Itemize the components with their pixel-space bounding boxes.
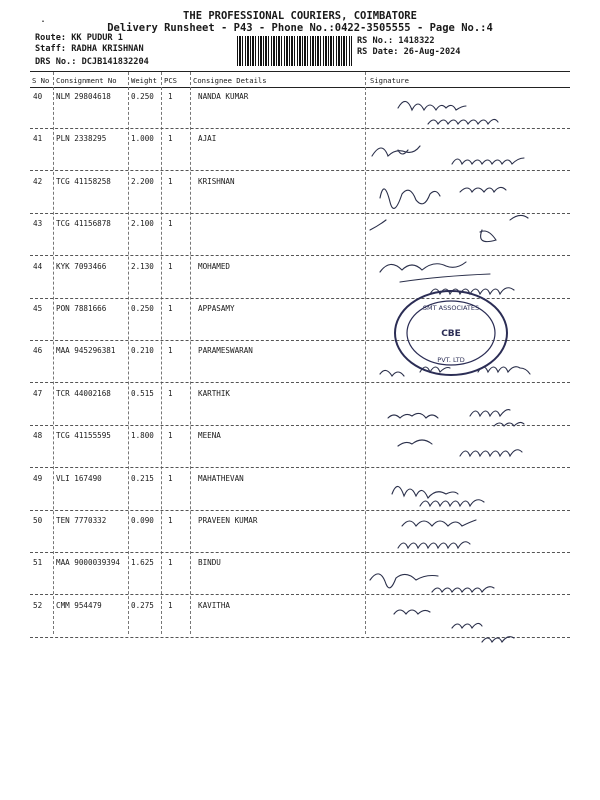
row-consignee: BINDU	[198, 558, 221, 568]
row-consignee: NANDA KUMAR	[198, 92, 249, 101]
row-consignment-no: TEN 7770332	[56, 516, 107, 525]
row-signature	[360, 607, 570, 608]
row-separator	[30, 128, 570, 129]
row-consignee: KAVITHA	[198, 600, 231, 610]
row-sno: 49	[33, 473, 43, 483]
barcode	[237, 36, 352, 66]
row-consignment-no: MAA 945296381	[56, 346, 116, 356]
row-weight: 0.275	[131, 600, 154, 610]
row-consignee: AJAI	[198, 134, 217, 144]
row-consignee: MAHATHEVAN	[198, 473, 244, 483]
row-consignment-no: TCG 41156878	[56, 219, 111, 229]
row-consignment-no: PLN 2338295	[56, 134, 107, 144]
row-separator	[30, 170, 570, 171]
row-consignment-no: MAA 9000039394	[56, 558, 121, 568]
row-pcs: 1	[168, 346, 173, 356]
row-weight: 0.515	[131, 388, 154, 398]
row-separator	[30, 213, 570, 214]
col-consignee: Consignee Details	[193, 76, 267, 85]
row-separator	[30, 510, 570, 511]
row-consignee: PRAVEEN KUMAR	[198, 516, 258, 525]
row-sno: 45	[33, 304, 43, 313]
row-separator	[30, 637, 570, 638]
row-consignment-no: TCG 41155595	[56, 431, 111, 441]
row-weight: 2.200	[131, 176, 154, 186]
row-consignee: PARAMESWARAN	[198, 346, 253, 356]
row-pcs: 1	[168, 261, 173, 271]
row-sno: 46	[33, 346, 43, 356]
row-consignment-no: TCG 41158258	[56, 176, 111, 186]
row-signature	[360, 225, 570, 226]
col-pcs: PCS	[164, 76, 177, 85]
row-sno: 41	[33, 134, 43, 144]
rs-date: RS Date: 26-Aug-2024	[357, 47, 461, 57]
header-bottom-rule	[30, 87, 570, 88]
company-stamp	[392, 288, 510, 378]
row-weight: 0.250	[131, 304, 154, 313]
row-pcs: 1	[168, 134, 173, 144]
row-separator	[30, 552, 570, 553]
header-top-rule	[30, 71, 570, 72]
row-consignee: APPASAMY	[198, 304, 235, 313]
row-consignment-no: VLI 167490	[56, 473, 102, 483]
company-name: THE PROFESSIONAL COURIERS, COIMBATORE	[183, 10, 417, 22]
row-separator	[30, 425, 570, 426]
row-consignment-no: TCR 44002168	[56, 388, 111, 398]
route-label: Route: KK PUDUR 1	[35, 33, 123, 43]
row-weight: 2.130	[131, 261, 154, 271]
row-consignment-no: PON 7881666	[56, 304, 107, 313]
row-signature	[360, 140, 570, 141]
svg-text:PVT. LTD: PVT. LTD	[437, 356, 465, 364]
row-sno: 47	[33, 388, 43, 398]
svg-text:SMT ASSOCIATES: SMT ASSOCIATES	[422, 304, 480, 312]
row-sno: 40	[33, 92, 43, 101]
row-pcs: 1	[168, 431, 173, 441]
row-weight: 0.090	[131, 516, 154, 525]
row-signature	[360, 98, 570, 99]
row-pcs: 1	[168, 304, 173, 313]
row-pcs: 1	[168, 92, 173, 101]
row-pcs: 1	[168, 600, 173, 610]
row-sno: 48	[33, 431, 43, 441]
row-signature	[360, 183, 570, 184]
row-weight: 0.250	[131, 92, 154, 101]
row-pcs: 1	[168, 388, 173, 398]
row-consignee: MOHAMED	[198, 261, 231, 271]
col-consignment: Consignment No	[56, 76, 117, 85]
row-sno: 43	[33, 219, 43, 229]
row-weight: 1.000	[131, 134, 154, 144]
row-signature	[360, 268, 570, 269]
row-pcs: 1	[168, 176, 173, 186]
row-sno: 42	[33, 176, 43, 186]
runsheet-title: Delivery Runsheet - P43 - Phone No.:0422-3505555 - Page No.:4	[107, 22, 493, 34]
row-consignment-no: KYK 7093466	[56, 261, 107, 271]
row-separator	[30, 382, 570, 383]
row-weight: 0.215	[131, 473, 154, 483]
row-consignee: KARTHIK	[198, 388, 231, 398]
svg-text:CBE: CBE	[441, 329, 461, 339]
staff-label: Staff: RADHA KRISHNAN	[35, 44, 144, 54]
row-pcs: 1	[168, 219, 173, 229]
row-sno: 51	[33, 558, 43, 568]
col-sno: S No	[32, 76, 50, 85]
row-sno: 44	[33, 261, 43, 271]
row-signature	[360, 564, 570, 565]
row-signature	[360, 395, 570, 396]
row-weight: 1.800	[131, 431, 154, 441]
row-consignee: KRISHNAN	[198, 176, 235, 186]
row-signature	[360, 522, 570, 523]
row-signature	[360, 480, 570, 481]
row-signature	[360, 437, 570, 438]
row-separator	[30, 255, 570, 256]
row-weight: 1.625	[131, 558, 154, 568]
row-sno: 50	[33, 516, 43, 525]
row-consignee: MEENA	[198, 431, 221, 441]
row-weight: 0.210	[131, 346, 154, 356]
row-separator	[30, 594, 570, 595]
row-consignment-no: NLM 29804618	[56, 92, 111, 101]
drs-number: DRS No.: DCJB141832204	[35, 57, 149, 67]
col-weight: Weight	[131, 76, 157, 85]
row-consignment-no: CMM 954479	[56, 600, 102, 610]
row-weight: 2.100	[131, 219, 154, 229]
row-pcs: 1	[168, 558, 173, 568]
row-pcs: 1	[168, 473, 173, 483]
row-pcs: 1	[168, 516, 173, 525]
corner-mark: .	[40, 14, 47, 25]
rs-number: RS No.: 1418322	[357, 36, 435, 46]
row-sno: 52	[33, 600, 43, 610]
row-separator	[30, 467, 570, 468]
col-signature: Signature	[370, 76, 409, 85]
